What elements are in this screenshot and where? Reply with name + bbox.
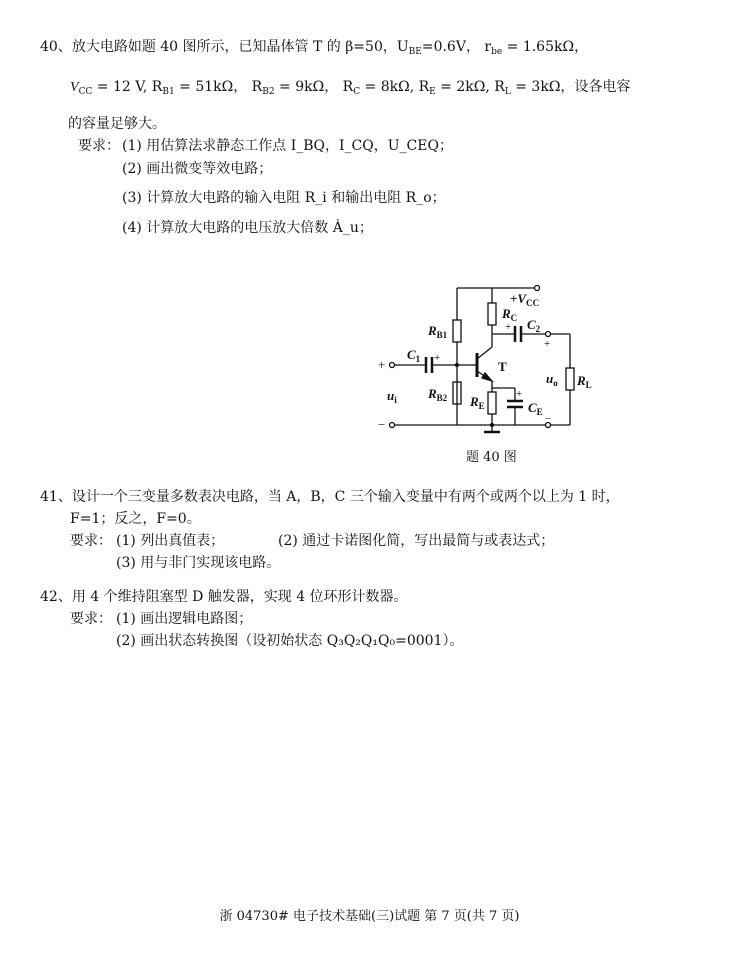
q40-req-3: (3) 计算放大电路的输入电阻 R_i 和输出电阻 R_o；	[122, 190, 446, 206]
amplifier-circuit-diagram	[370, 275, 595, 465]
vcc-sub: CC	[78, 87, 93, 97]
q40-text: = 8kΩ, R	[360, 79, 430, 95]
vcc-symbol: V	[70, 80, 79, 95]
q40-text: = 51kΩ， R	[174, 79, 263, 95]
ce-plus: +	[516, 388, 523, 400]
q40-text: = 1.65kΩ，	[502, 39, 589, 55]
q42-req-2: (2) 画出状态转换图（设初始状态 Q₃Q₂Q₁Q₀=0001）。	[116, 633, 464, 649]
input-plus: +	[378, 357, 386, 372]
output-minus: −	[545, 413, 552, 425]
output-plus: +	[544, 338, 551, 350]
figure-caption: 题 40 图	[466, 450, 517, 465]
rl-sub: L	[504, 87, 511, 97]
rl-label: $R_L$	[577, 373, 592, 390]
ce-label: $C_E$	[528, 400, 543, 417]
re-label: $R_E$	[470, 394, 485, 411]
q40-text: 40、放大电路如题 40 图所示，已知晶体管 T 的 β=50，U	[40, 39, 409, 55]
q40-req-4: (4) 计算放大电路的电压放大倍数 Ȧ_u；	[122, 220, 373, 236]
vcc-label: $+V_{CC}$	[510, 291, 540, 308]
q40-text: = 9kΩ， R	[274, 79, 354, 95]
q40-text: = 12 V, R	[92, 79, 163, 95]
rb1-label: $R_{B1}$	[428, 323, 448, 340]
c2-plus: +	[505, 321, 512, 333]
q40-line3: 的容量足够大。	[68, 116, 166, 132]
q40-text: = 2kΩ, R	[435, 79, 505, 95]
q41-req-3: (3) 用与非门实现该电路。	[116, 555, 281, 571]
q42-req-label: 要求：	[70, 611, 112, 627]
c1-plus: +	[434, 352, 441, 364]
re-sub: E	[429, 87, 436, 97]
q40-text: =0.6V， r	[421, 39, 492, 55]
q41-line2: F=1；反之，F=0。	[70, 511, 201, 527]
c2-label: $C_2$	[527, 317, 541, 334]
ui-label: $u_i$	[387, 388, 397, 405]
input-minus: −	[378, 417, 386, 432]
q40-text: = 3kΩ，设各电容	[510, 79, 631, 95]
rbe-sub: be	[491, 47, 503, 57]
q40-req-1: (1) 用估算法求静态工作点 I_BQ，I_CQ，U_CEQ；	[122, 138, 453, 154]
q40-req-label: 要求：	[78, 138, 120, 154]
page-footer: 浙 04730# 电子技术基础(三)试题 第 7 页(共 7 页)	[219, 909, 520, 924]
q41-req-label: 要求：	[70, 533, 112, 549]
rc-label: $R_C$	[502, 306, 518, 323]
transistor-label: T	[498, 359, 507, 374]
q42-req-1: (1) 画出逻辑电路图；	[116, 611, 253, 627]
rb2-label: $R_{B2}$	[428, 386, 448, 403]
q40-req-2: (2) 画出微变等效电路；	[122, 161, 273, 177]
q42-line1: 42、用 4 个维持阻塞型 D 触发器，实现 4 位环形计数器。	[40, 589, 408, 605]
rb2-sub: B2	[262, 87, 275, 97]
rb1-sub: B1	[162, 87, 175, 97]
q41-req-2: (2) 通过卡诺图化简，写出最简与或表达式；	[278, 533, 555, 549]
q41-req-1: (1) 列出真值表；	[116, 533, 225, 549]
rc-sub: C	[353, 87, 361, 97]
q41-line1: 41、设计一个三变量多数表决电路，当 A，B，C 三个输入变量中有两个或两个以上为 1 时，	[40, 489, 620, 505]
uo-label: $u_o$	[546, 371, 558, 388]
ube-sub: BE	[408, 47, 422, 57]
c1-label: $C_1$	[407, 347, 421, 364]
q40-line2	[70, 78, 630, 101]
q40-line1	[40, 38, 588, 61]
